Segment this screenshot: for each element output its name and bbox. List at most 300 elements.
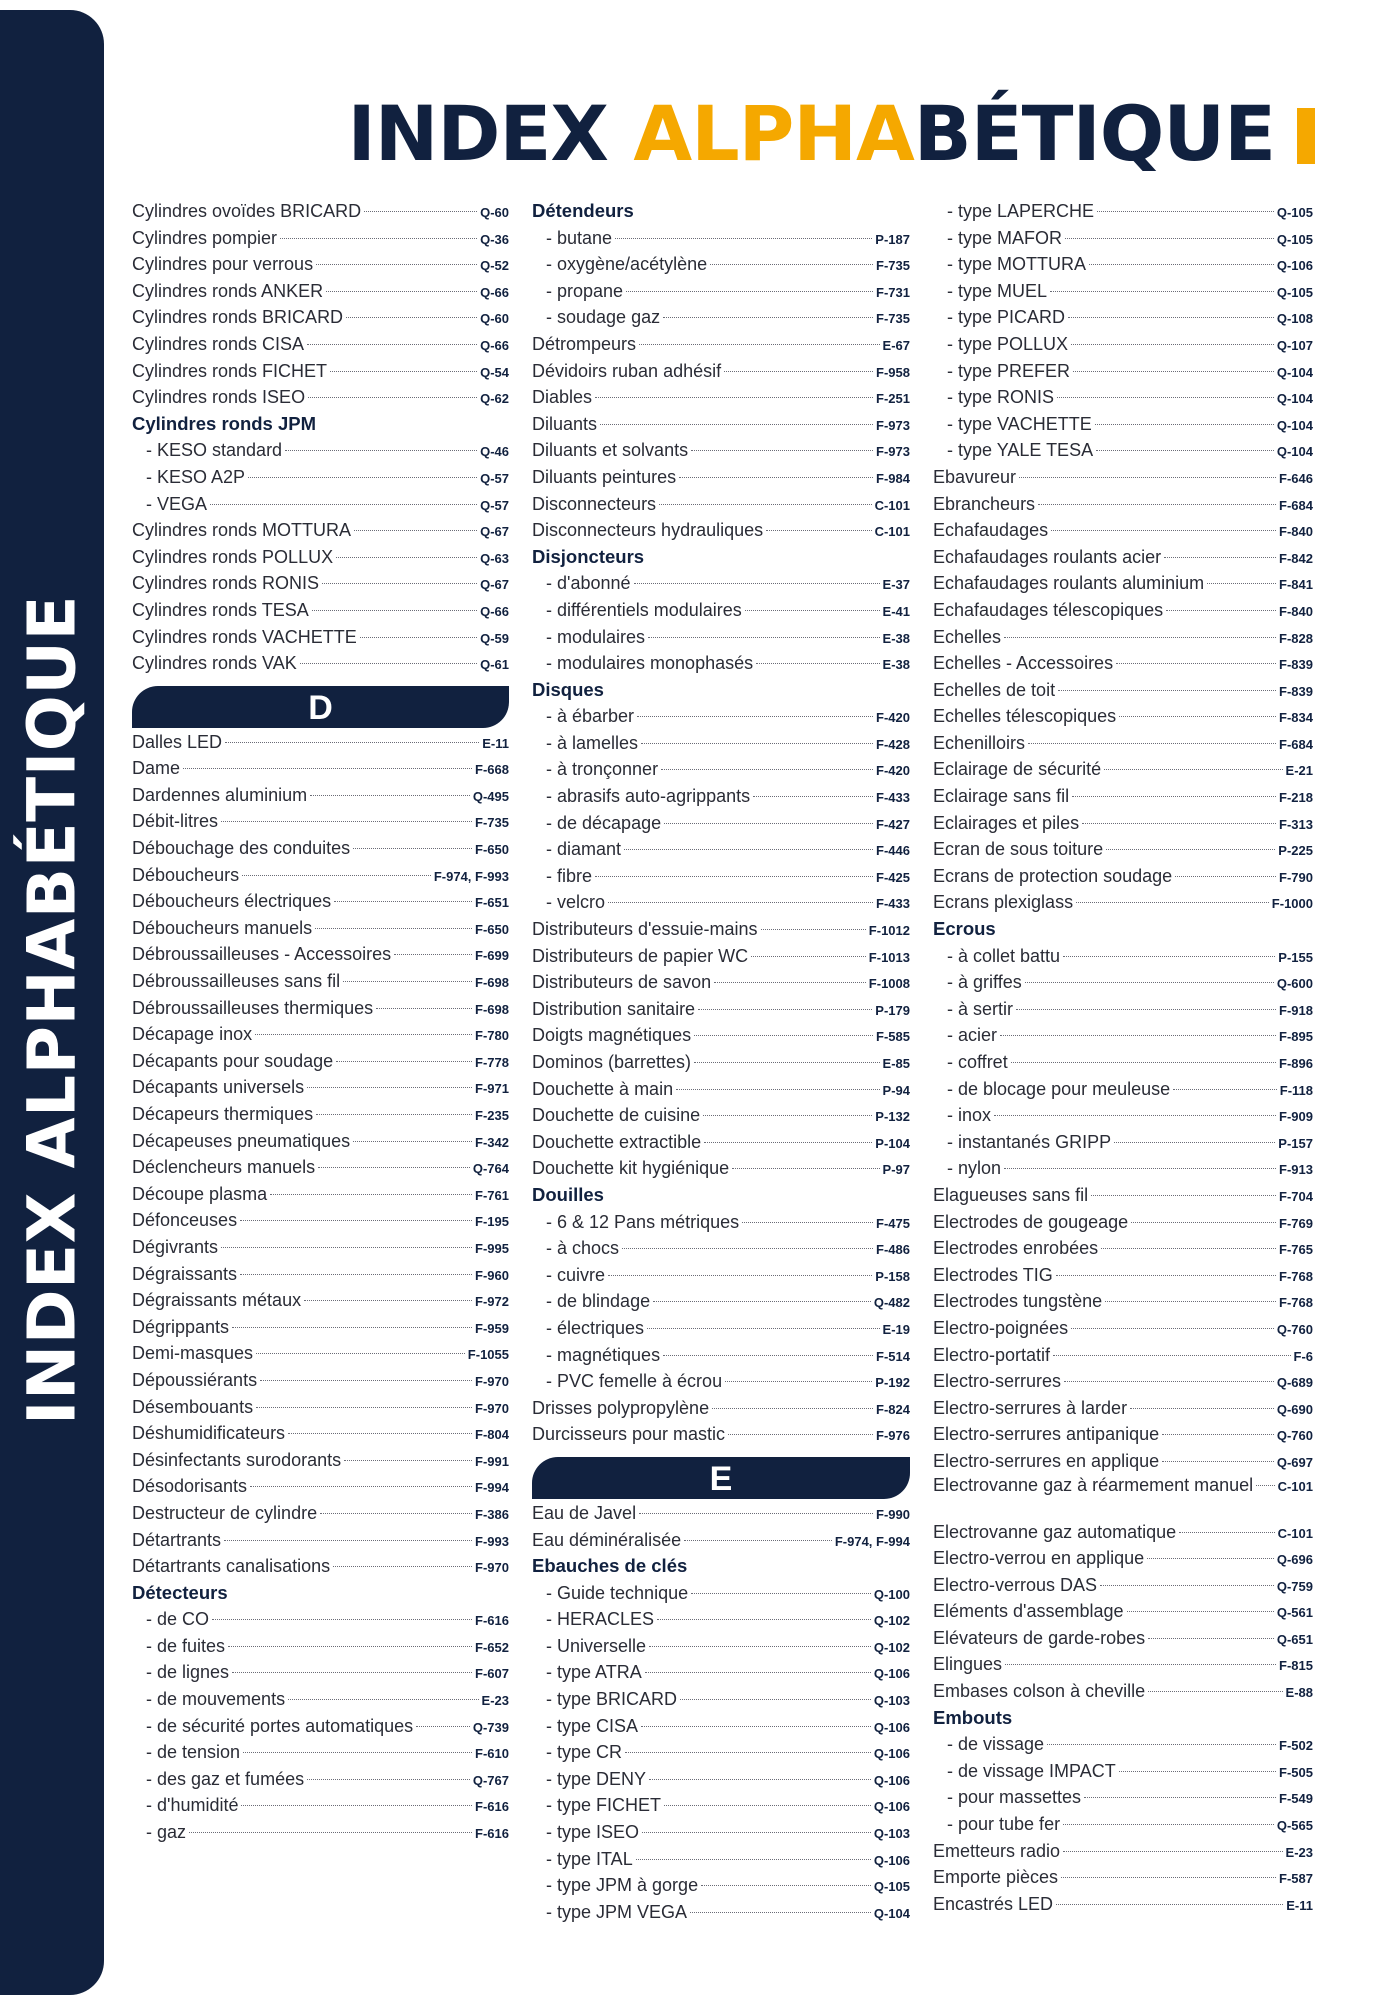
entry-label: Electro-serrures en applique	[933, 1450, 1160, 1471]
dot-leader	[1073, 371, 1274, 372]
dot-leader	[1095, 424, 1274, 425]
dot-leader	[684, 1540, 832, 1541]
index-sub-entry	[532, 730, 910, 757]
entry-label: Ecran de sous toiture	[933, 839, 1104, 860]
entry-label: Diluants peintures	[532, 466, 677, 487]
index-entry	[532, 411, 910, 438]
dot-leader	[626, 291, 873, 292]
index-entry	[933, 464, 1313, 491]
index-sub-entry	[933, 1102, 1313, 1129]
page-reference: F-896	[1279, 1056, 1313, 1071]
index-sub-entry	[532, 1659, 910, 1686]
index-entry	[132, 278, 509, 305]
dot-leader	[189, 1832, 472, 1833]
index-sub-entry	[933, 411, 1313, 438]
dot-leader	[694, 1062, 879, 1063]
dot-leader	[232, 1327, 472, 1328]
index-entry	[132, 624, 509, 651]
section-letter-text: E	[709, 1459, 733, 1498]
dot-leader	[634, 583, 880, 584]
entry-label: Dégraissants	[132, 1263, 238, 1284]
entry-label: Dégrippants	[132, 1316, 230, 1337]
index-sub-entry	[933, 1155, 1313, 1182]
index-sub-entry	[933, 1758, 1313, 1785]
index-entry	[132, 729, 509, 756]
dot-leader	[1096, 450, 1274, 451]
page-reference: F-313	[1279, 816, 1313, 832]
entry-label: - soudage gaz	[532, 304, 660, 331]
index-entry	[933, 1864, 1313, 1891]
sidebar-title: INDEX ALPHABÉTIQUE	[13, 594, 91, 1426]
page-title	[347, 89, 1315, 178]
page-reference: F-610	[475, 1746, 509, 1762]
dot-leader	[608, 902, 873, 903]
entry-label: Ebrancheurs	[933, 493, 1036, 514]
page-reference: Q-102	[873, 1613, 910, 1629]
page-reference: F-475	[876, 1215, 910, 1231]
entry-label: Electrodes tungstène	[933, 1291, 1103, 1312]
dot-leader	[641, 743, 873, 744]
page-reference: F-1012	[868, 923, 910, 939]
dot-leader	[1025, 982, 1274, 983]
dot-leader	[248, 477, 477, 478]
page-reference: P-155	[1278, 949, 1313, 965]
title-part-1: INDEX	[347, 89, 634, 178]
index-sub-entry	[532, 624, 910, 651]
index-entry	[532, 491, 910, 518]
entry-label: Cylindres ronds VAK	[132, 653, 297, 674]
entry-label: Electro-serrures	[933, 1371, 1062, 1392]
index-entry	[132, 1367, 509, 1394]
index-entry	[933, 1651, 1313, 1678]
page-reference: F-918	[1279, 1002, 1313, 1018]
index-entry	[933, 730, 1313, 757]
dot-leader	[1064, 1381, 1274, 1382]
dot-leader	[1100, 1585, 1274, 1586]
entry-label: Echelles	[933, 626, 1002, 647]
page-reference: Q-54	[480, 364, 509, 380]
page-reference: Q-46	[480, 444, 509, 460]
page-reference: F-118	[1279, 1082, 1313, 1098]
dot-leader	[183, 768, 472, 769]
index-entry	[132, 1314, 509, 1341]
dot-leader	[641, 1726, 871, 1727]
index-entry	[933, 1448, 1313, 1475]
entry-label: - type CISA	[532, 1713, 638, 1740]
index-sub-entry	[532, 1872, 910, 1899]
entry-label: - d'humidité	[132, 1792, 238, 1819]
index-entry	[532, 437, 910, 464]
dot-leader	[1071, 344, 1274, 345]
entry-label: - PVC femelle à écrou	[532, 1368, 722, 1395]
dot-leader	[1047, 1744, 1276, 1745]
entry-label: Désinfectants surodorants	[132, 1449, 342, 1470]
page-reference: F-342	[475, 1134, 509, 1150]
page-reference: F-684	[1279, 497, 1313, 513]
page-reference: F-433	[876, 896, 910, 912]
dot-leader	[1119, 716, 1276, 717]
page-reference: F-1000	[1271, 896, 1313, 912]
dot-leader	[1164, 557, 1276, 558]
dot-leader	[318, 1167, 470, 1168]
page-reference: F-704	[1279, 1188, 1313, 1204]
dot-leader	[1056, 1275, 1276, 1276]
dot-leader	[360, 637, 477, 638]
dot-leader	[625, 1752, 871, 1753]
dot-leader	[1061, 1877, 1276, 1878]
page-reference: E-85	[882, 1056, 910, 1071]
page-reference: F-195	[475, 1214, 509, 1230]
dot-leader	[307, 1779, 470, 1780]
index-entry	[132, 1207, 509, 1234]
dot-leader	[1166, 610, 1276, 611]
page-reference: Q-106	[873, 1746, 910, 1762]
index-sub-entry	[532, 1315, 910, 1342]
entry-label: Elagueuses sans fil	[933, 1184, 1089, 1205]
title-accent-bar	[1297, 108, 1315, 164]
index-entry	[132, 995, 509, 1022]
entry-label: - de CO	[132, 1606, 209, 1633]
index-column-3	[933, 198, 1313, 1917]
dot-leader	[636, 1859, 871, 1860]
page-reference: Q-60	[480, 311, 509, 327]
index-entry	[132, 1048, 509, 1075]
page-reference: F-698	[475, 1001, 509, 1017]
entry-label: - à sertir	[933, 996, 1013, 1023]
entry-label: Distribution sanitaire	[532, 998, 696, 1019]
entry-label: - type LAPERCHE	[933, 198, 1094, 225]
index-entry	[132, 544, 509, 571]
page-reference: F-761	[475, 1187, 509, 1203]
page-reference: Q-561	[1276, 1605, 1313, 1621]
index-group-heading: Disjoncteurs	[532, 545, 645, 567]
entry-label: - KESO A2P	[132, 464, 245, 491]
page-reference: F-765	[1279, 1242, 1313, 1258]
index-entry	[132, 650, 509, 677]
page-reference: Q-62	[480, 391, 509, 407]
index-entry	[933, 1891, 1313, 1918]
index-entry	[933, 783, 1313, 810]
index-entry	[132, 1287, 509, 1314]
page-reference: Q-690	[1276, 1401, 1313, 1417]
entry-label: - type PICARD	[933, 304, 1065, 331]
entry-label: - à collet battu	[933, 943, 1060, 970]
index-entry	[532, 384, 910, 411]
page-reference: F-420	[876, 710, 910, 726]
index-entry	[532, 1500, 910, 1527]
entry-label: - type FICHET	[532, 1792, 661, 1819]
entry-label: - de fuites	[132, 1633, 225, 1660]
page-reference: Q-57	[480, 497, 509, 513]
dot-leader	[1089, 264, 1274, 265]
dot-leader	[1148, 1691, 1282, 1692]
entry-label: Cylindres ronds CISA	[132, 333, 305, 354]
dot-leader	[714, 982, 866, 983]
page-reference: Q-106	[1276, 258, 1313, 274]
page-reference: Q-107	[1276, 337, 1313, 353]
dot-leader	[1148, 1638, 1274, 1639]
entry-label: Dépoussiérants	[132, 1369, 258, 1390]
dot-leader	[1076, 902, 1269, 903]
index-sub-entry	[532, 1766, 910, 1793]
index-entry	[933, 1235, 1313, 1262]
page-reference: F-973	[876, 417, 910, 433]
dot-leader	[221, 1247, 472, 1248]
page-reference: P-225	[1278, 843, 1313, 859]
entry-label: Douchette de cuisine	[532, 1105, 701, 1126]
dot-leader	[664, 823, 873, 824]
index-entry	[933, 677, 1313, 704]
page-reference: F-842	[1279, 550, 1313, 566]
entry-label: Drisses polypropylène	[532, 1397, 710, 1418]
dot-leader	[664, 1805, 871, 1806]
entry-label: Destructeur de cylindre	[132, 1502, 318, 1523]
dot-leader	[1065, 238, 1274, 239]
page-reference: F-976	[876, 1428, 910, 1444]
index-entry	[532, 969, 910, 996]
dot-leader	[1179, 1532, 1274, 1533]
dot-leader	[310, 795, 470, 796]
index-group-heading: Ecrous	[933, 918, 996, 940]
index-entry	[933, 1315, 1313, 1342]
index-sub-entry	[132, 491, 509, 518]
index-entry	[933, 703, 1313, 730]
entry-label: - 6 & 12 Pans métriques	[532, 1209, 739, 1236]
page-reference: E-19	[882, 1321, 910, 1337]
page-reference: F-840	[1279, 603, 1313, 619]
entry-label: Echelles télescopiques	[933, 706, 1117, 727]
page-reference: E-88	[1285, 1685, 1313, 1701]
index-entry	[132, 835, 509, 862]
index-entry	[132, 517, 509, 544]
index-entry	[132, 941, 509, 968]
entry-label: Electrodes TIG	[933, 1264, 1053, 1285]
entry-label: - pour massettes	[933, 1784, 1081, 1811]
entry-label: - à ébarber	[532, 703, 634, 730]
page-reference: F-585	[876, 1029, 910, 1045]
dot-leader	[648, 637, 879, 638]
index-entry	[933, 863, 1313, 890]
page-reference: F-790	[1279, 869, 1313, 885]
entry-label: Débroussailleuses thermiques	[132, 997, 374, 1018]
index-sub-entry	[132, 464, 509, 491]
dot-leader	[698, 1009, 872, 1010]
entry-label: Décapants universels	[132, 1077, 305, 1098]
index-entry	[132, 570, 509, 597]
entry-label: Electrodes enrobées	[933, 1238, 1099, 1259]
page-reference: C-101	[1277, 1525, 1313, 1541]
index-entry	[933, 836, 1313, 863]
dot-leader	[766, 530, 871, 531]
index-entry	[933, 1368, 1313, 1395]
page-reference: F-251	[876, 391, 910, 407]
entry-label: Demi-masques	[132, 1343, 254, 1364]
dot-leader	[725, 1381, 872, 1382]
page-reference: Q-36	[480, 231, 509, 247]
entry-label: - abrasifs auto-agrippants	[532, 783, 750, 810]
page-reference: Q-689	[1276, 1375, 1313, 1391]
dot-leader	[694, 1035, 873, 1036]
dot-leader	[353, 848, 472, 849]
dot-leader	[1058, 690, 1276, 691]
index-sub-entry	[532, 1739, 910, 1766]
entry-label: Echafaudages roulants aluminium	[933, 573, 1205, 594]
entry-label: - Universelle	[532, 1633, 646, 1660]
page-reference: F-433	[876, 790, 910, 806]
index-sub-entry	[532, 863, 910, 890]
dot-leader	[256, 1407, 472, 1408]
page-reference: Q-61	[480, 657, 509, 673]
page-reference: P-97	[882, 1162, 910, 1178]
index-sub-entry	[532, 1899, 910, 1926]
index-sub-entry	[132, 1766, 509, 1793]
dot-leader	[353, 1141, 472, 1142]
entry-label: - type MUEL	[933, 278, 1047, 305]
page-reference: Q-767	[472, 1772, 509, 1788]
index-sub-entry	[933, 437, 1313, 464]
dot-leader	[1097, 211, 1274, 212]
dot-leader	[1173, 1089, 1277, 1090]
entry-label: Détartrants canalisations	[132, 1556, 331, 1577]
entry-label: Dégivrants	[132, 1236, 219, 1257]
entry-label: - différentiels modulaires	[532, 597, 742, 624]
page-reference: Q-63	[480, 550, 509, 566]
dot-leader	[307, 344, 477, 345]
index-sub-entry	[132, 1792, 509, 1819]
dot-leader	[255, 1034, 472, 1035]
dot-leader	[676, 1089, 879, 1090]
dot-leader	[288, 1433, 472, 1434]
index-entry	[933, 650, 1313, 677]
page-reference: Q-66	[480, 337, 509, 353]
page-reference: F-990	[876, 1506, 910, 1522]
entry-label: Dévidoirs ruban adhésif	[532, 360, 722, 381]
page-reference: P-192	[875, 1375, 910, 1391]
entry-label: Désembouants	[132, 1396, 254, 1417]
entry-label: Embases colson à cheville	[933, 1681, 1146, 1702]
dot-leader	[1051, 530, 1276, 531]
sidebar-band	[0, 10, 104, 1995]
dot-leader	[394, 954, 472, 955]
index-entry	[532, 517, 910, 544]
page-reference: F-616	[475, 1799, 509, 1815]
entry-label: - type VACHETTE	[933, 411, 1092, 438]
index-sub-entry	[532, 251, 910, 278]
entry-label: - type DENY	[532, 1766, 646, 1793]
entry-label: - de mouvements	[132, 1686, 285, 1713]
entry-label: - de sécurité portes automatiques	[132, 1713, 413, 1740]
index-sub-entry	[532, 703, 910, 730]
page-reference: F-1013	[868, 949, 910, 965]
dot-leader	[330, 371, 477, 372]
entry-label: Electrovanne gaz automatique	[933, 1521, 1177, 1542]
dot-leader	[639, 1513, 873, 1514]
index-entry	[933, 1288, 1313, 1315]
dot-leader	[1063, 1824, 1274, 1825]
index-sub-entry	[933, 1049, 1313, 1076]
entry-label: Déboucheurs manuels	[132, 917, 313, 938]
entry-label: Cylindres ronds VACHETTE	[132, 626, 357, 647]
page-reference: F-731	[876, 284, 910, 300]
dot-leader	[354, 530, 477, 531]
entry-label: - à chocs	[532, 1235, 619, 1262]
page-reference: F-913	[1279, 1162, 1313, 1178]
index-sub-entry	[532, 225, 910, 252]
dot-leader	[637, 716, 873, 717]
dot-leader	[691, 450, 873, 451]
entry-label: Décapants pour soudage	[132, 1050, 334, 1071]
dot-leader	[761, 929, 866, 930]
entry-label: Dégraissants métaux	[132, 1290, 302, 1311]
index-entry	[132, 1154, 509, 1181]
index-sub-entry	[933, 1022, 1313, 1049]
index-entry	[132, 1128, 509, 1155]
page-reference: F-607	[475, 1666, 509, 1682]
dot-leader	[336, 557, 477, 558]
dot-leader	[600, 424, 873, 425]
page-reference: F-549	[1279, 1791, 1313, 1807]
section-letter-text: D	[308, 688, 333, 727]
dot-leader	[416, 1726, 470, 1727]
page-reference: F-650	[475, 842, 509, 858]
entry-label: Déclencheurs manuels	[132, 1157, 316, 1178]
page-reference: Q-739	[472, 1719, 509, 1735]
section-letter-e	[532, 1448, 910, 1500]
dot-leader	[1256, 1485, 1274, 1486]
entry-label: Douchette kit hygiénique	[532, 1158, 730, 1179]
dot-leader	[256, 1353, 465, 1354]
index-entry	[933, 1262, 1313, 1289]
page-reference: Q-106	[873, 1666, 910, 1682]
entry-label: - de vissage	[933, 1731, 1044, 1758]
entry-label: - gaz	[132, 1819, 186, 1846]
page-reference: F-420	[876, 763, 910, 779]
page-reference: Q-696	[1276, 1552, 1313, 1568]
page-reference: Q-759	[1276, 1578, 1313, 1594]
page-reference: E-11	[482, 735, 509, 751]
index-sub-entry	[132, 1819, 509, 1846]
dot-leader	[663, 1355, 873, 1356]
entry-label: Electro-verrou en applique	[933, 1548, 1145, 1569]
page-reference: Q-104	[1276, 364, 1313, 380]
dot-leader	[322, 583, 477, 584]
page-reference: Q-105	[1276, 284, 1313, 300]
index-sub-entry	[132, 1739, 509, 1766]
index-sub-entry	[933, 1076, 1313, 1103]
dot-leader	[280, 238, 477, 239]
page-reference: F-959	[475, 1320, 509, 1336]
dot-leader	[1114, 1142, 1275, 1143]
page-reference: F-446	[876, 843, 910, 859]
entry-label: - type JPM VEGA	[532, 1899, 687, 1926]
index-sub-entry	[933, 358, 1313, 385]
page-reference: Q-104	[1276, 391, 1313, 407]
index-entry	[132, 1420, 509, 1447]
index-group-heading: Ebauches de clés	[532, 1555, 688, 1577]
index-entry	[132, 304, 509, 331]
page-reference: F-428	[876, 736, 910, 752]
index-entry	[132, 888, 509, 915]
index-sub-entry	[532, 1686, 910, 1713]
page-reference: Q-106	[873, 1799, 910, 1815]
index-entry	[132, 915, 509, 942]
entry-label: - oxygène/acétylène	[532, 251, 707, 278]
dot-leader	[751, 956, 866, 957]
dot-leader	[1056, 1904, 1283, 1905]
dot-leader	[1162, 1461, 1274, 1462]
dot-leader	[240, 1274, 472, 1275]
index-entry	[933, 570, 1313, 597]
